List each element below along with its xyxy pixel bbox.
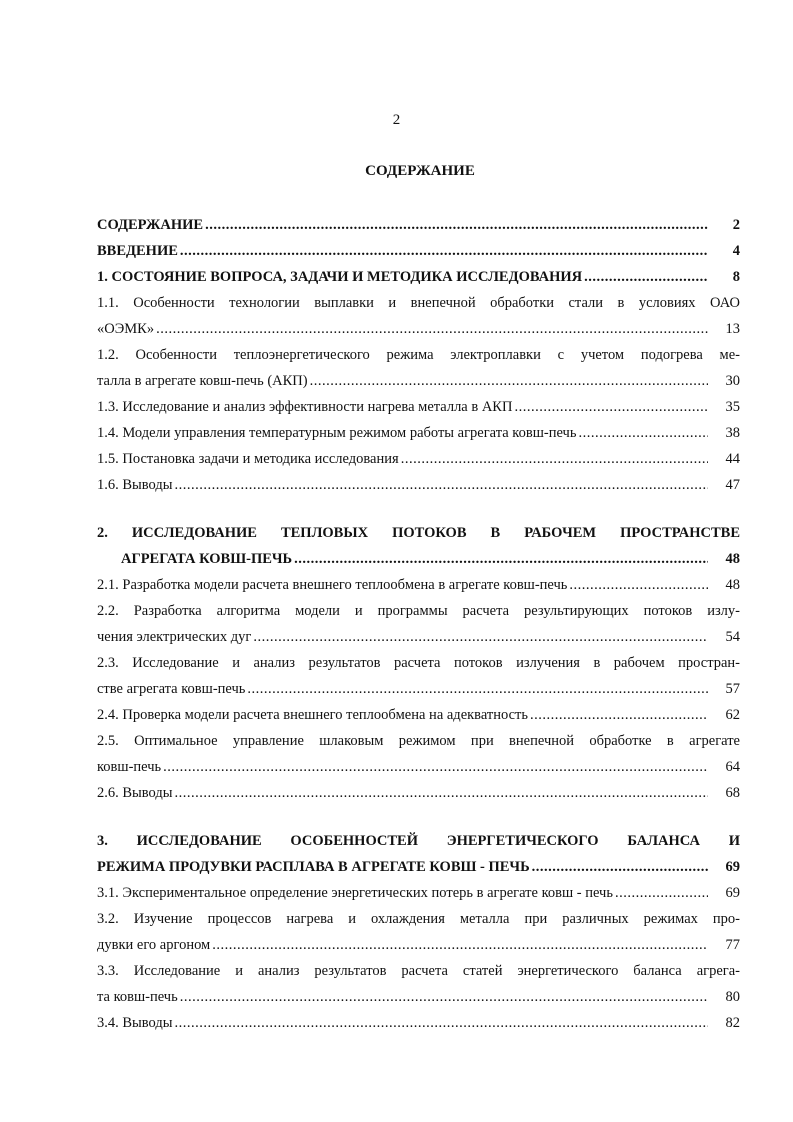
toc-leader-dots [310,368,708,394]
toc-entry-line: 3.2. Изучение процессов нагрева и охлаждения металла при различных режимах про- [97,911,740,927]
toc-page-number: 82 [725,1015,740,1031]
toc-leader-dots [532,854,708,880]
toc-entry[interactable] [97,650,740,702]
toc-leader-dots [578,420,708,446]
toc-entry[interactable] [97,702,740,728]
toc-leader-dots [212,932,708,958]
toc-entry-text: талла в агрегате ковш-печь (АКП) [97,373,308,389]
toc-page-number: 48 [725,551,740,567]
toc-leader-dots [205,212,708,238]
toc-page-number: 38 [725,425,740,441]
toc-entry-text: 3.4. Выводы [97,1015,173,1031]
toc-leader-dots [175,780,709,806]
toc-entry-text: СОДЕРЖАНИЕ [97,217,204,233]
toc-entry-text: АГРЕГАТА КОВШ-ПЕЧЬ [121,551,293,567]
toc-leader-dots [156,316,708,342]
toc-leader-dots [584,264,708,290]
toc-entry-text: 1.3. Исследование и анализ эффективности нагрева металла в АКП [97,399,513,415]
toc-entry-text: 1.5. Постановка задачи и методика исследования [97,451,399,467]
toc-entry[interactable] [97,520,740,572]
toc-entry[interactable] [97,238,740,264]
toc-entry-line: 2.3. Исследование и анализ результатов расчета потоков излучения в рабочем простран- [97,655,740,671]
toc-entry[interactable] [97,598,740,650]
toc-page-number: 68 [725,785,740,801]
toc-entry[interactable] [97,572,740,598]
toc-leader-dots [253,624,708,650]
toc-entry-line: 3.3. Исследование и анализ результатов расчета статей энергетического баланса агрега- [97,963,740,979]
toc-entry-text: чения электрических дуг [97,629,252,645]
toc-entry[interactable] [97,1010,740,1036]
toc-entry[interactable] [97,880,740,906]
toc-leader-dots [163,754,708,780]
toc-entry[interactable] [97,958,740,1010]
toc-entry[interactable] [97,290,740,342]
toc-entry[interactable] [97,472,740,498]
toc-page-number: 77 [725,937,740,953]
toc-entry[interactable] [97,264,740,290]
toc-leader-dots [401,446,708,472]
toc-page-number: 69 [725,859,740,875]
toc-entry-line: 2. ИССЛЕДОВАНИЕ ТЕПЛОВЫХ ПОТОКОВ В РАБОЧЕМ ПРОСТРАНСТВЕ [97,525,740,541]
toc-page-number: 8 [732,269,740,285]
toc-leader-dots [175,1010,709,1036]
toc-page-number: 62 [725,707,740,723]
toc-page-number: 57 [725,681,740,697]
toc-page-number: 35 [725,399,740,415]
toc-page-number: 48 [725,577,740,593]
toc-page-number: 54 [725,629,740,645]
toc-page-number: 44 [725,451,740,467]
toc-entry-text: та ковш-печь [97,989,178,1005]
toc-page-number: 4 [732,243,740,259]
toc-entry-text: 2.1. Разработка модели расчета внешнего теплообмена в агрегате ковш-печь [97,577,568,593]
toc-entry-text: 1.6. Выводы [97,477,173,493]
toc-entry-text: 2.6. Выводы [97,785,173,801]
page-number: 2 [392,112,401,128]
toc-page-number: 2 [732,217,740,233]
toc-entry-text: 3.1. Экспериментальное определение энергетических потерь в агрегате ковш - печь [97,885,613,901]
toc-page-number: 69 [725,885,740,901]
toc-entry-text: дувки его аргоном [97,937,211,953]
toc-entry-text: 2.4. Проверка модели расчета внешнего теплообмена на адекватность [97,707,528,723]
toc-entry[interactable] [97,212,740,238]
toc-entry-text: 1. СОСТОЯНИЕ ВОПРОСА, ЗАДАЧИ И МЕТОДИКА ИССЛЕДОВАНИЯ [97,269,583,285]
toc-leader-dots [180,238,708,264]
toc-leader-dots [294,546,708,572]
toc-entry-text: 1.4. Модели управления температурным режимом работы агрегата ковш-печь [97,425,577,441]
toc-leader-dots [615,880,708,906]
toc-entry-line: 2.2. Разработка алгоритма модели и программы расчета результирующих потоков излу- [97,603,740,619]
toc-entry[interactable] [97,728,740,780]
toc-entry-text: «ОЭМК» [97,321,155,337]
toc-page-number: 30 [725,373,740,389]
toc-entry-text: РЕЖИМА ПРОДУВКИ РАСПЛАВА В АГРЕГАТЕ КОВШ - ПЕЧЬ [97,859,530,875]
page-title: СОДЕРЖАНИЕ [365,163,475,179]
toc-entry-text: стве агрегата ковш-печь [97,681,246,697]
toc-leader-dots [175,472,709,498]
toc-leader-dots [180,984,708,1010]
toc-leader-dots [569,572,708,598]
toc-page-number: 47 [725,477,740,493]
toc-leader-dots [530,702,708,728]
toc-entry[interactable] [97,828,740,880]
toc-entry-text: ковш-печь [97,759,162,775]
table-of-contents [97,212,740,1036]
toc-leader-dots [247,676,708,702]
toc-leader-dots [514,394,708,420]
toc-entry-text: ВВЕДЕНИЕ [97,243,178,259]
toc-page-number: 80 [725,989,740,1005]
toc-entry[interactable] [97,394,740,420]
toc-entry-line: 1.1. Особенности технологии выплавки и внепечной обработки стали в условиях ОАО [97,295,740,311]
toc-entry-line: 3. ИССЛЕДОВАНИЕ ОСОБЕННОСТЕЙ ЭНЕРГЕТИЧЕСКОГО БАЛАНСА И [97,833,740,849]
toc-entry[interactable] [97,906,740,958]
toc-entry[interactable] [97,780,740,806]
toc-entry-line: 1.2. Особенности теплоэнергетического режима электроплавки с учетом подогрева ме- [97,347,740,363]
toc-page-number: 13 [725,321,740,337]
toc-entry-line: 2.5. Оптимальное управление шлаковым режимом при внепечной обработке в агрегате [97,733,740,749]
toc-entry[interactable] [97,420,740,446]
toc-entry[interactable] [97,342,740,394]
toc-page-number: 64 [725,759,740,775]
toc-entry[interactable] [97,446,740,472]
